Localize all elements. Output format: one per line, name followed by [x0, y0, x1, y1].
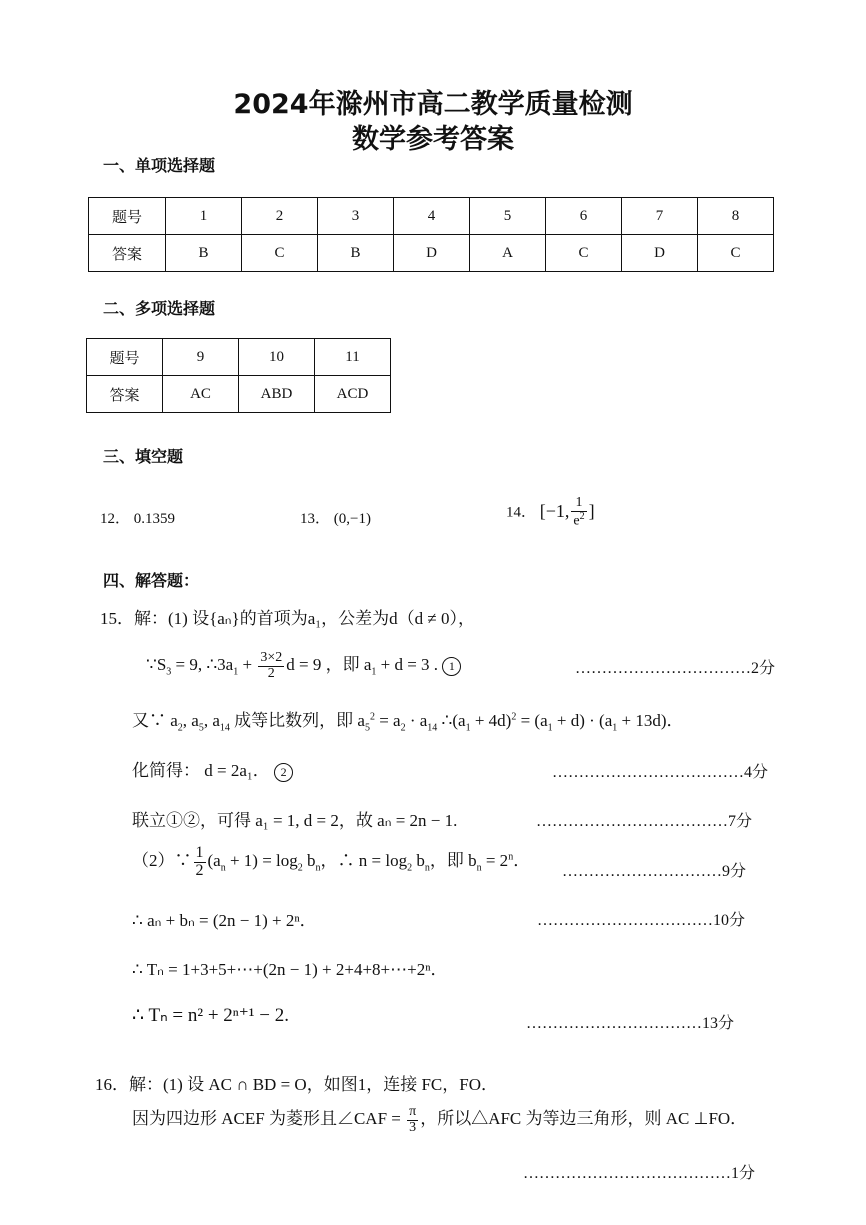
p16-line-1: 16．解：(1) 设 AC ∩ BD = O，如图1，连接 FC，FO．: [95, 1075, 498, 1094]
answer-12: [100, 507, 175, 528]
p15-line-6: （2）∵ $\frac{1}{2}$ $(a_n + 1) = \log_2 b_n$，∴ $n = \log_2 b_n$，即 $b_n = 2^n$．: [132, 844, 531, 879]
table-cell: 3: [318, 198, 394, 235]
p15-line-8: ∴ Tₙ = 1+3+5+⋯+(2n − 1) + 2+4+8+⋯+2ⁿ．: [132, 960, 448, 979]
table-cell: 题号: [89, 198, 166, 235]
p15-line-2: $\because S_3 = 9$, $\therefore 3a_1$ + $\frac{3\times 2}{2}$ d = 9 ，即 $a_1 + d = 3$ . 1: [146, 650, 461, 681]
table-cell: 题号: [87, 339, 163, 376]
title-sub: 数学参考答案: [352, 124, 514, 155]
score-10: ……………………………10分: [537, 912, 746, 929]
answer-value: 0.1359: [133, 511, 176, 527]
table-cell: 1: [166, 198, 242, 235]
table-cell: C: [546, 235, 622, 272]
section-single-choice: 一、单项选择题: [103, 156, 216, 175]
score-13: ……………………………13分: [526, 1015, 735, 1032]
title-main: 2024年滁州市高二教学质量检测: [233, 89, 633, 120]
p15-line-7: ∴ aₙ + bₙ = (2n − 1) + 2ⁿ．: [132, 911, 317, 930]
table-cell: D: [394, 235, 470, 272]
answer-value: (0,−1): [333, 511, 371, 527]
table-cell: 答案: [87, 376, 163, 413]
multiple-choice-table: [86, 338, 391, 413]
table-row: [87, 376, 391, 413]
single-choice-table: [88, 197, 774, 272]
table-cell: B: [166, 235, 242, 272]
table-cell: 9: [163, 339, 239, 376]
section-multiple-choice: 二、多项选择题: [103, 299, 216, 318]
table-cell: 答案: [89, 235, 166, 272]
p16-line-2: 因为四边形 ACEF 为菱形且∠CAF = $\frac{\pi}{3}$ ，所以△AFC 为等边三角形，则 AC ⊥FO．: [132, 1103, 748, 1135]
table-row: [89, 198, 774, 235]
score-7: ………………………………7分: [536, 813, 753, 830]
p15-line-3: 又∵ $a_2$, $a_5$, $a_{14}$ 成等比数列，即 $a_5^2 = a_2 \cdot a_{14}$ $\therefore(a_1 + 4d)^2 = (a_1 + d) \cdot (a_1 + 13d)$．: [132, 711, 684, 734]
table-cell: 7: [622, 198, 698, 235]
table-cell: 4: [394, 198, 470, 235]
table-cell: D: [622, 235, 698, 272]
p15-line-4: 化简得： d = 2a₁． 2: [132, 756, 293, 782]
table-cell: B: [318, 235, 394, 272]
score-4: ………………………………4分: [552, 764, 769, 781]
question-number: 13．: [300, 511, 331, 527]
p15-line-5: 联立①②，可得 a₁ = 1, d = 2，故 aₙ = 2n − 1.: [132, 811, 458, 830]
table-cell: 10: [239, 339, 315, 376]
score-9: …………………………9分: [562, 863, 747, 880]
question-number: 12．: [100, 511, 131, 527]
table-cell: A: [470, 235, 546, 272]
answer-14: [506, 496, 595, 529]
table-cell: C: [242, 235, 318, 272]
table-cell: 6: [546, 198, 622, 235]
score-1: …………………………………1分: [523, 1165, 756, 1182]
p15-line-1: 15．解：(1) 设{aₙ}的首项为a₁，公差为d（d ≠ 0），: [100, 609, 476, 628]
table-row: [89, 235, 774, 272]
question-number: 14．: [506, 504, 537, 521]
table-cell: 5: [470, 198, 546, 235]
table-cell: ABD: [239, 376, 315, 413]
section-fill-blank: 三、填空题: [103, 447, 184, 466]
table-cell: 2: [242, 198, 318, 235]
table-cell: AC: [163, 376, 239, 413]
p15-line-4-text: 化简得： d = 2a₁．: [132, 761, 270, 780]
table-cell: 8: [698, 198, 774, 235]
p15-line-9: ∴ Tₙ = n² + 2ⁿ⁺¹ − 2.: [132, 1005, 289, 1026]
table-row: [87, 339, 391, 376]
table-cell: 11: [315, 339, 391, 376]
answer-value: [−1, $\frac{1}{e^2}$ ]: [539, 495, 595, 529]
section-solutions: 四、解答题：: [103, 571, 200, 590]
table-cell: ACD: [315, 376, 391, 413]
table-cell: C: [698, 235, 774, 272]
answer-13: [300, 507, 371, 528]
score-2: ……………………………2分: [575, 660, 776, 677]
